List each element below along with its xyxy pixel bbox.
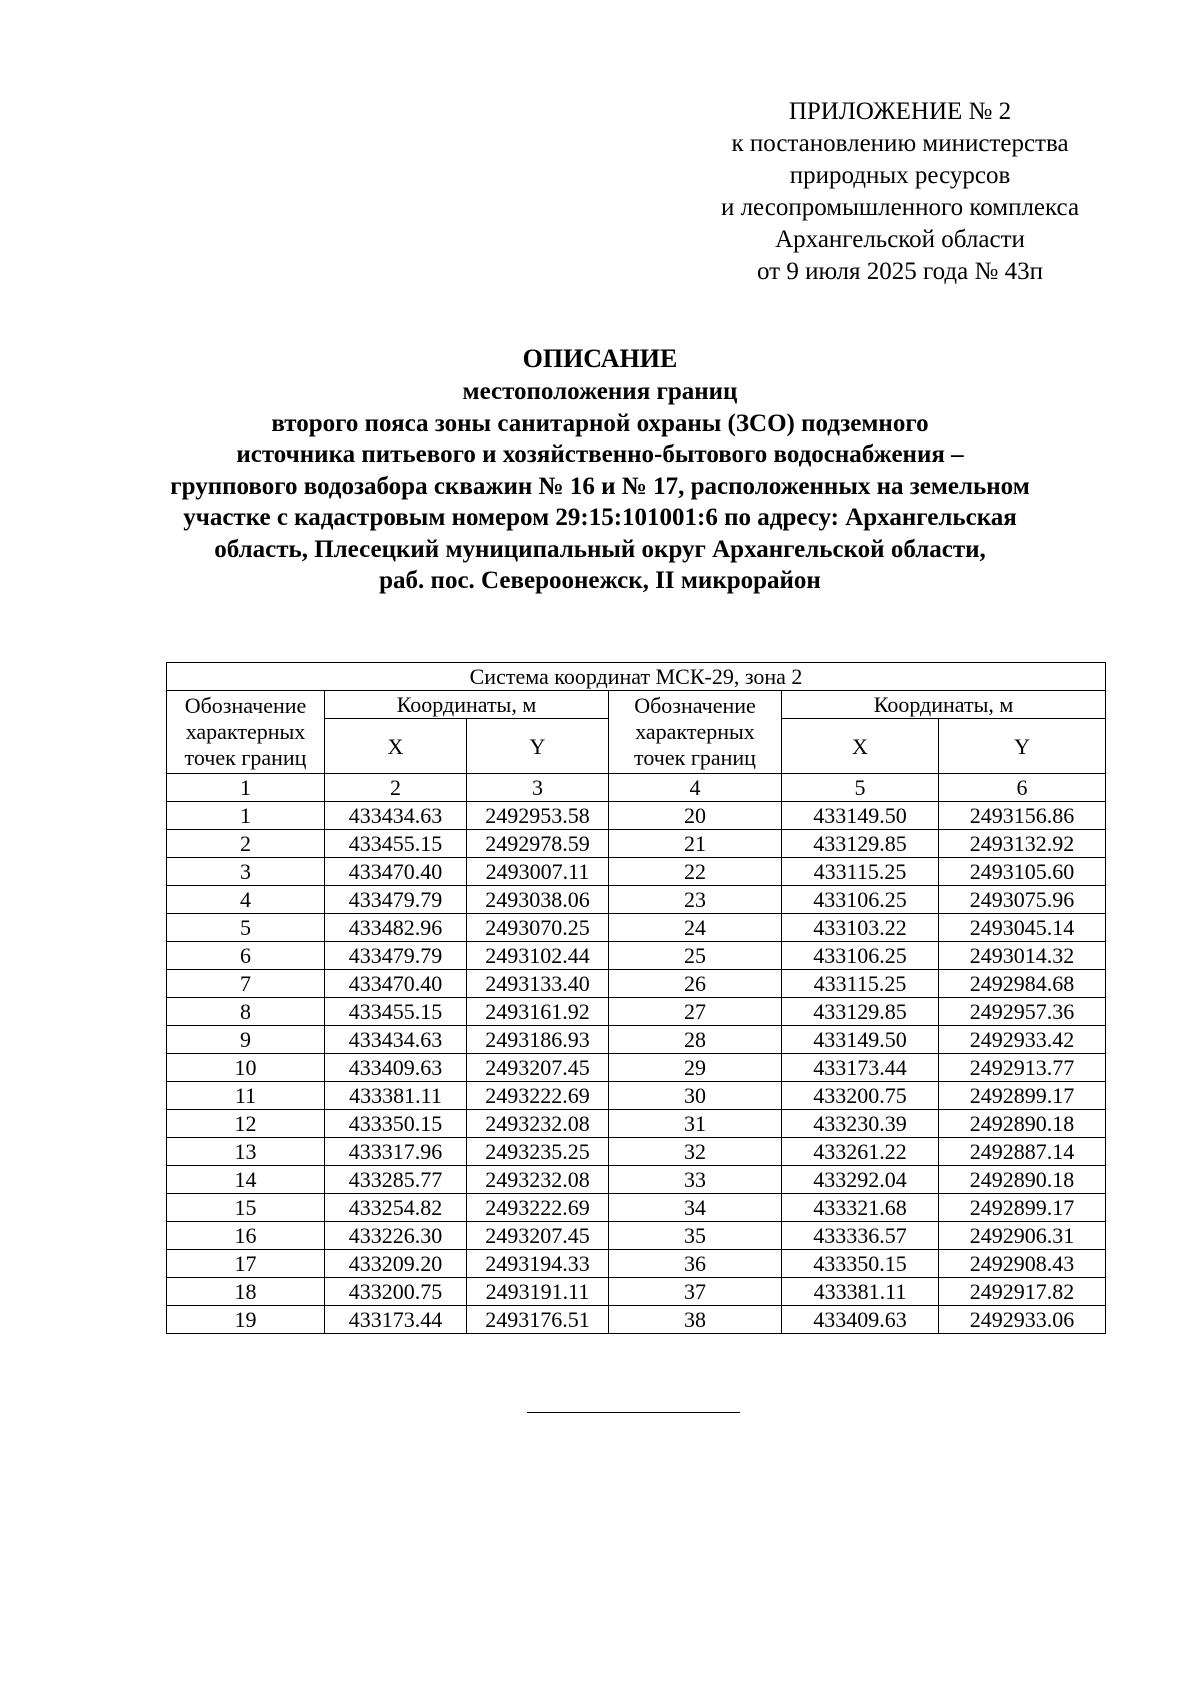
y-value-left: 2493038.06 [467, 886, 609, 914]
y-value-left: 2493186.93 [467, 1026, 609, 1054]
y-value-left: 2493207.45 [467, 1054, 609, 1082]
x-value-right: 433106.25 [782, 942, 939, 970]
point-number-left: 9 [167, 1026, 325, 1054]
point-number-right: 35 [609, 1222, 782, 1250]
coords-header-left: Координаты, м [325, 691, 609, 719]
x-value-left: 433350.15 [325, 1110, 467, 1138]
x-value-right: 433336.57 [782, 1222, 939, 1250]
x-value-right: 433173.44 [782, 1054, 939, 1082]
point-number-left: 5 [167, 914, 325, 942]
x-value-right: 433230.39 [782, 1110, 939, 1138]
point-number-right: 34 [609, 1194, 782, 1222]
table-row [167, 1026, 1106, 1054]
column-number: 3 [467, 774, 609, 802]
point-label-line: характерных [635, 719, 755, 744]
y-value-right: 2493105.60 [939, 858, 1106, 886]
point-number-right: 37 [609, 1278, 782, 1306]
x-value-right: 433409.63 [782, 1306, 939, 1334]
column-number: 4 [609, 774, 782, 802]
y-value-right: 2492933.06 [939, 1306, 1106, 1334]
y-value-left: 2493191.11 [467, 1278, 609, 1306]
x-value-left: 433209.20 [325, 1250, 467, 1278]
coordinates-table [166, 662, 1106, 1334]
table-row [167, 1250, 1106, 1278]
x-value-left: 433285.77 [325, 1166, 467, 1194]
y-value-left: 2493194.33 [467, 1250, 609, 1278]
y-value-left: 2493232.08 [467, 1110, 609, 1138]
point-number-left: 17 [167, 1250, 325, 1278]
y-value-left: 2493222.69 [467, 1082, 609, 1110]
point-number-left: 18 [167, 1278, 325, 1306]
y-value-right: 2492887.14 [939, 1138, 1106, 1166]
point-number-left: 8 [167, 998, 325, 1026]
title-line: группового водозабора скважин № 16 и № 17, расположенных на земельном [170, 472, 1030, 500]
point-label-line: точек границ [634, 745, 756, 770]
y-value-right: 2492913.77 [939, 1054, 1106, 1082]
y-value-left: 2493161.92 [467, 998, 609, 1026]
column-number: 2 [325, 774, 467, 802]
end-separator-line [527, 1412, 740, 1413]
y-value-left: 2493133.40 [467, 970, 609, 998]
x-value-left: 433479.79 [325, 942, 467, 970]
y-value-right: 2492984.68 [939, 970, 1106, 998]
title-main: ОПИСАНИЕ [522, 344, 678, 373]
title-line: область, Плесецкий муниципальный округ Архангельской области, [214, 535, 986, 563]
title-line: раб. пос. Североонежск, II микрорайон [379, 567, 821, 594]
point-number-right: 33 [609, 1166, 782, 1194]
x-value-left: 433455.15 [325, 998, 467, 1026]
point-number-left: 3 [167, 858, 325, 886]
y-value-right: 2493156.86 [939, 802, 1106, 830]
appendix-date: от 9 июля 2025 года № 43п [757, 258, 1043, 285]
x-value-left: 433409.63 [325, 1054, 467, 1082]
table-row [167, 942, 1106, 970]
table-row [167, 886, 1106, 914]
column-number: 5 [782, 774, 939, 802]
y-value-right: 2493014.32 [939, 942, 1106, 970]
y-value-right: 2493132.92 [939, 830, 1106, 858]
y-value-left: 2493222.69 [467, 1194, 609, 1222]
point-number-right: 20 [609, 802, 782, 830]
x-value-right: 433261.22 [782, 1138, 939, 1166]
x-value-left: 433470.40 [325, 858, 467, 886]
y-value-right: 2492906.31 [939, 1222, 1106, 1250]
x-value-right: 433115.25 [782, 858, 939, 886]
coordinate-system-header: Система координат МСК-29, зона 2 [167, 663, 1106, 691]
y-value-right: 2492917.82 [939, 1278, 1106, 1306]
point-number-right: 32 [609, 1138, 782, 1166]
x-value-left: 433173.44 [325, 1306, 467, 1334]
point-number-left: 16 [167, 1222, 325, 1250]
point-number-right: 21 [609, 830, 782, 858]
point-number-right: 25 [609, 942, 782, 970]
point-number-left: 1 [167, 802, 325, 830]
x-value-right: 433103.22 [782, 914, 939, 942]
table-row [167, 1222, 1106, 1250]
table-row [167, 1278, 1106, 1306]
column-number: 1 [167, 774, 325, 802]
y-header-right: Y [939, 719, 1106, 774]
appendix-number: ПРИЛОЖЕНИЕ № 2 [788, 98, 1012, 125]
appendix-line: и лесопромышленного комплекса [720, 194, 1080, 221]
y-value-right: 2492933.42 [939, 1026, 1106, 1054]
y-value-left: 2493007.11 [467, 858, 609, 886]
point-number-left: 19 [167, 1306, 325, 1334]
point-number-left: 15 [167, 1194, 325, 1222]
point-number-left: 2 [167, 830, 325, 858]
x-value-left: 433317.96 [325, 1138, 467, 1166]
title-line: второго пояса зоны санитарной охраны (ЗСО) подземного [271, 409, 929, 437]
y-value-left: 2493070.25 [467, 914, 609, 942]
table-row [167, 1306, 1106, 1334]
x-value-left: 433482.96 [325, 914, 467, 942]
point-number-left: 6 [167, 942, 325, 970]
y-value-right: 2492899.17 [939, 1194, 1106, 1222]
y-value-left: 2492953.58 [467, 802, 609, 830]
point-number-right: 27 [609, 998, 782, 1026]
y-value-left: 2493235.25 [467, 1138, 609, 1166]
point-label-line: точек границ [184, 745, 307, 770]
y-header-left: Y [467, 719, 609, 774]
x-value-right: 433321.68 [782, 1194, 939, 1222]
point-number-right: 36 [609, 1250, 782, 1278]
x-header-right: X [782, 719, 939, 774]
point-number-left: 12 [167, 1110, 325, 1138]
point-label-header-right [609, 691, 782, 774]
y-value-right: 2492890.18 [939, 1166, 1106, 1194]
x-value-left: 433200.75 [325, 1278, 467, 1306]
x-value-right: 433292.04 [782, 1166, 939, 1194]
table-row [167, 830, 1106, 858]
x-value-right: 433106.25 [782, 886, 939, 914]
appendix-line: природных ресурсов [789, 162, 1011, 189]
y-value-left: 2493232.08 [467, 1166, 609, 1194]
point-number-left: 4 [167, 886, 325, 914]
point-label-line: характерных [185, 719, 306, 744]
table-row [167, 970, 1106, 998]
x-value-right: 433129.85 [782, 830, 939, 858]
point-number-left: 13 [167, 1138, 325, 1166]
y-value-right: 2492957.36 [939, 998, 1106, 1026]
appendix-line: Архангельской области [775, 226, 1025, 253]
table-row [167, 998, 1106, 1026]
appendix-line: к постановлению министерства [731, 130, 1069, 157]
y-value-left: 2493176.51 [467, 1306, 609, 1334]
point-number-left: 14 [167, 1166, 325, 1194]
x-value-left: 433455.15 [325, 830, 467, 858]
table-system-row [167, 663, 1106, 691]
column-number: 6 [939, 774, 1106, 802]
y-value-left: 2492978.59 [467, 830, 609, 858]
y-value-left: 2493207.45 [467, 1222, 609, 1250]
table-header-row [167, 691, 1106, 719]
y-value-right: 2492908.43 [939, 1250, 1106, 1278]
table-row [167, 1166, 1106, 1194]
document-title [60, 342, 1140, 597]
x-header-left: X [325, 719, 467, 774]
y-value-left: 2493102.44 [467, 942, 609, 970]
y-value-right: 2493045.14 [939, 914, 1106, 942]
x-value-left: 433254.82 [325, 1194, 467, 1222]
point-number-right: 28 [609, 1026, 782, 1054]
point-number-right: 23 [609, 886, 782, 914]
point-number-right: 24 [609, 914, 782, 942]
y-value-right: 2493075.96 [939, 886, 1106, 914]
table-row [167, 1054, 1106, 1082]
table-row [167, 802, 1106, 830]
point-number-right: 22 [609, 858, 782, 886]
x-value-left: 433434.63 [325, 1026, 467, 1054]
column-number-row [167, 774, 1106, 802]
table-row [167, 858, 1106, 886]
title-line: источника питьевого и хозяйственно-бытового водоснабжения – [236, 441, 964, 468]
table-row [167, 1194, 1106, 1222]
point-number-right: 29 [609, 1054, 782, 1082]
point-number-right: 26 [609, 970, 782, 998]
point-number-right: 30 [609, 1082, 782, 1110]
table-row [167, 1110, 1106, 1138]
x-value-right: 433149.50 [782, 802, 939, 830]
point-number-right: 38 [609, 1306, 782, 1334]
x-value-right: 433115.25 [782, 970, 939, 998]
x-value-left: 433479.79 [325, 886, 467, 914]
point-label-header-left [167, 691, 325, 774]
point-label-line: Обозначение [634, 693, 756, 718]
appendix-header [700, 96, 1100, 288]
x-value-right: 433200.75 [782, 1082, 939, 1110]
x-value-right: 433129.85 [782, 998, 939, 1026]
x-value-left: 433434.63 [325, 802, 467, 830]
point-number-right: 31 [609, 1110, 782, 1138]
x-value-left: 433470.40 [325, 970, 467, 998]
x-value-right: 433381.11 [782, 1278, 939, 1306]
y-value-right: 2492890.18 [939, 1110, 1106, 1138]
point-label-line: Обозначение [184, 693, 307, 718]
x-value-left: 433226.30 [325, 1222, 467, 1250]
x-value-right: 433149.50 [782, 1026, 939, 1054]
table-row [167, 1138, 1106, 1166]
point-number-left: 7 [167, 970, 325, 998]
point-number-left: 11 [167, 1082, 325, 1110]
title-line: участке с кадастровым номером 29:15:101001:6 по адресу: Архангельская [183, 504, 1017, 531]
table-row [167, 914, 1106, 942]
coords-header-right: Координаты, м [782, 691, 1106, 719]
x-value-right: 433350.15 [782, 1250, 939, 1278]
x-value-left: 433381.11 [325, 1082, 467, 1110]
point-number-left: 10 [167, 1054, 325, 1082]
table-row [167, 1082, 1106, 1110]
y-value-right: 2492899.17 [939, 1082, 1106, 1110]
title-line: местоположения границ [462, 378, 738, 405]
